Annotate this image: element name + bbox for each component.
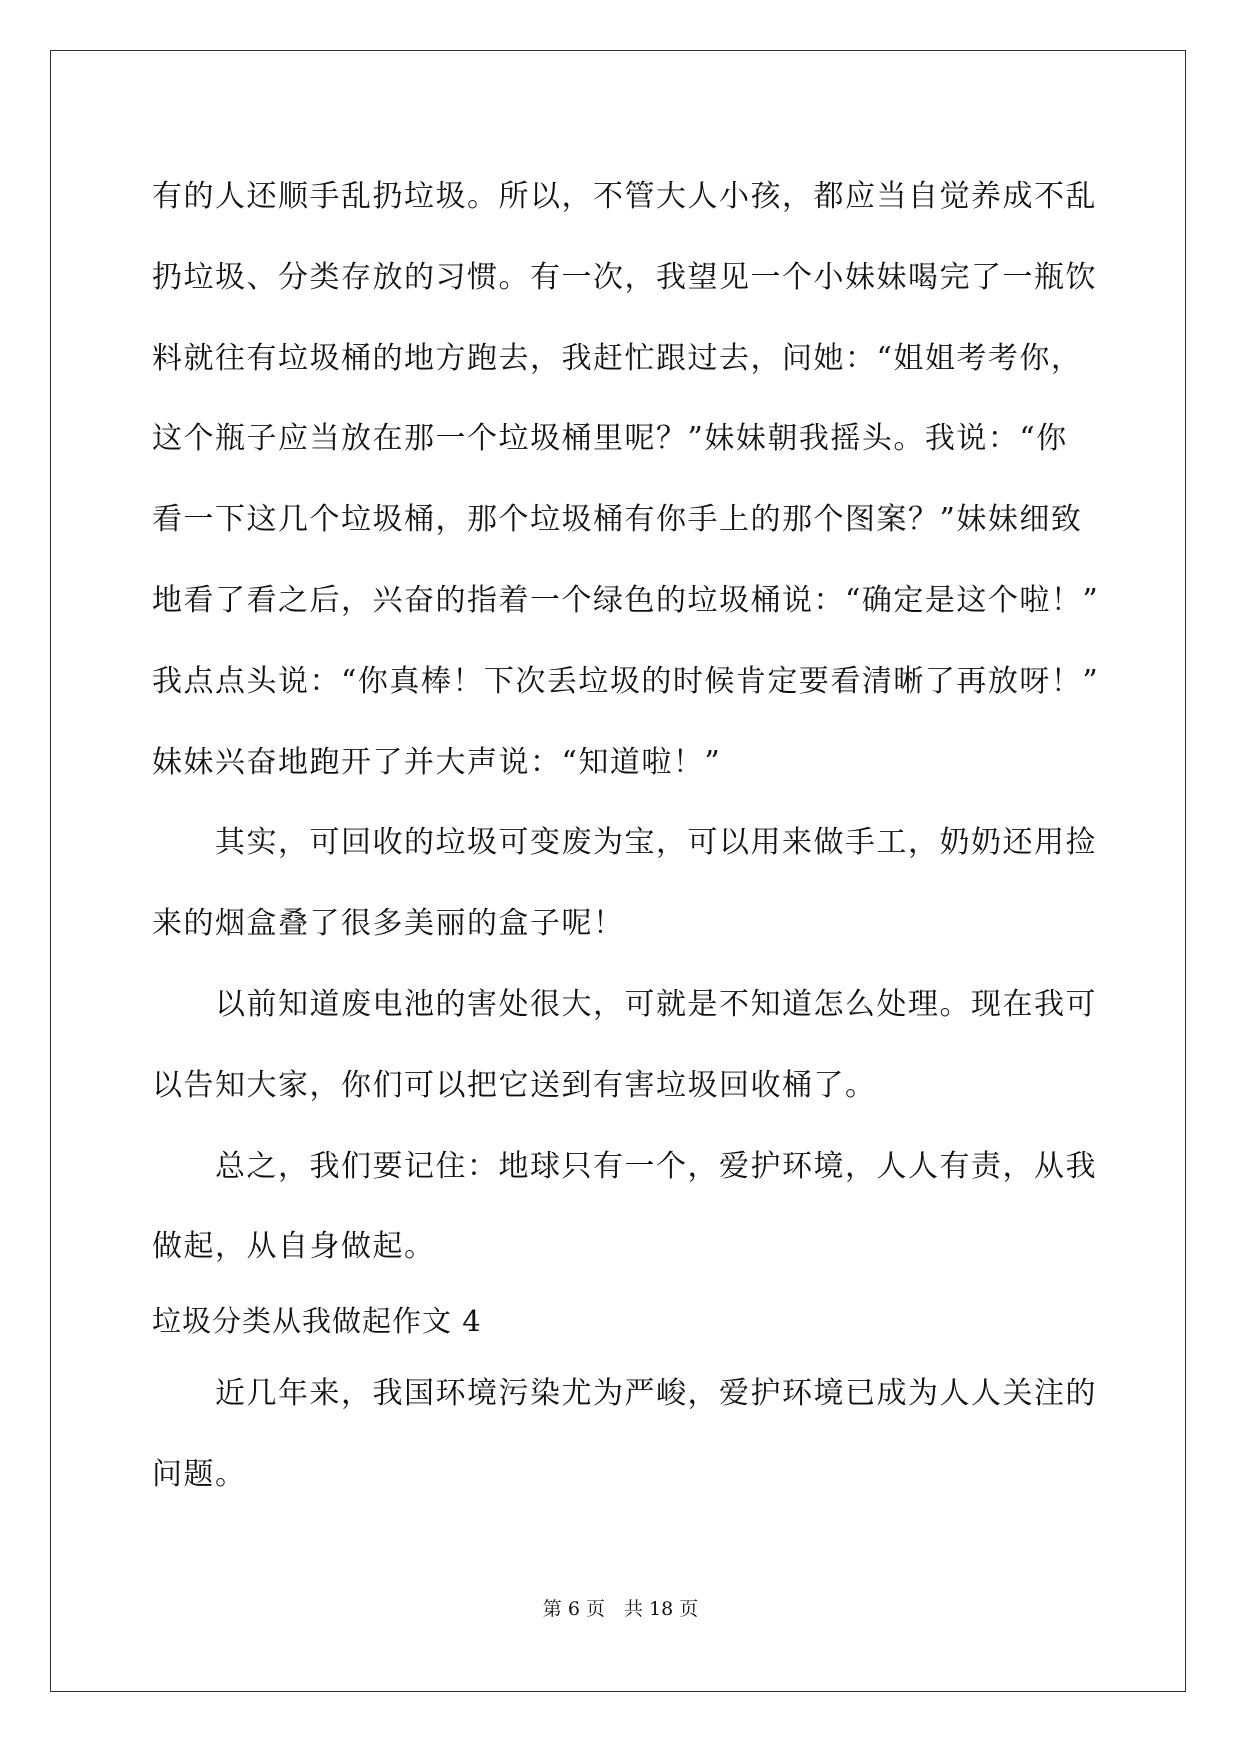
text-line: 问题。	[152, 1456, 247, 1492]
section-heading: 垃圾分类从我做起作文 4	[152, 1304, 482, 1339]
page-footer: 第 6 页 共 18 页	[542, 1598, 699, 1620]
text-line: 其实，可回收的垃圾可变废为宝，可以用来做手工，奶奶还用捡	[152, 825, 1097, 861]
text-line: 地看了看之后，兴奋的指着一个绿色的垃圾桶说：“确定是这个啦！”	[152, 582, 1100, 618]
text-line: 近几年来，我国环境污染尤为严峻，爱护环境已成为人人关注的	[152, 1376, 1097, 1412]
text-line: 这个瓶子应当放在那一个垃圾桶里呢？”妹妹朝我摇头。我说：“你	[152, 421, 1068, 457]
text-line: 来的烟盒叠了很多美丽的盒子呢！	[152, 906, 625, 942]
document-body	[152, 157, 1100, 1516]
text-line: 总之，我们要记住：地球只有一个，爱护环境，人人有责，从我	[152, 1148, 1097, 1184]
text-line: 以告知大家，你们可以把它送到有害垃圾回收桶了。	[152, 1067, 877, 1103]
text-line: 料就往有垃圾桶的地方跑去，我赶忙跟过去，问她：“姐姐考考你，	[152, 340, 1083, 376]
text-line: 看一下这几个垃圾桶，那个垃圾桶有你手上的那个图案？”妹妹细致	[152, 502, 1083, 538]
text-line: 做起，从自身做起。	[152, 1229, 436, 1265]
text-line: 扔垃圾、分类存放的习惯。有一次，我望见一个小妹妹喝完了一瓶饮	[152, 259, 1097, 295]
text-line: 我点点头说：“你真棒！下次丢垃圾的时候肯定要看清晰了再放呀！”	[152, 663, 1100, 699]
text-line: 有的人还顺手乱扔垃圾。所以，不管大人小孩，都应当自觉养成不乱	[152, 179, 1097, 214]
text-line: 以前知道废电池的害处很大，可就是不知道怎么处理。现在我可	[152, 986, 1097, 1022]
text-line: 妹妹兴奋地跑开了并大声说：“知道啦！”	[152, 744, 722, 780]
